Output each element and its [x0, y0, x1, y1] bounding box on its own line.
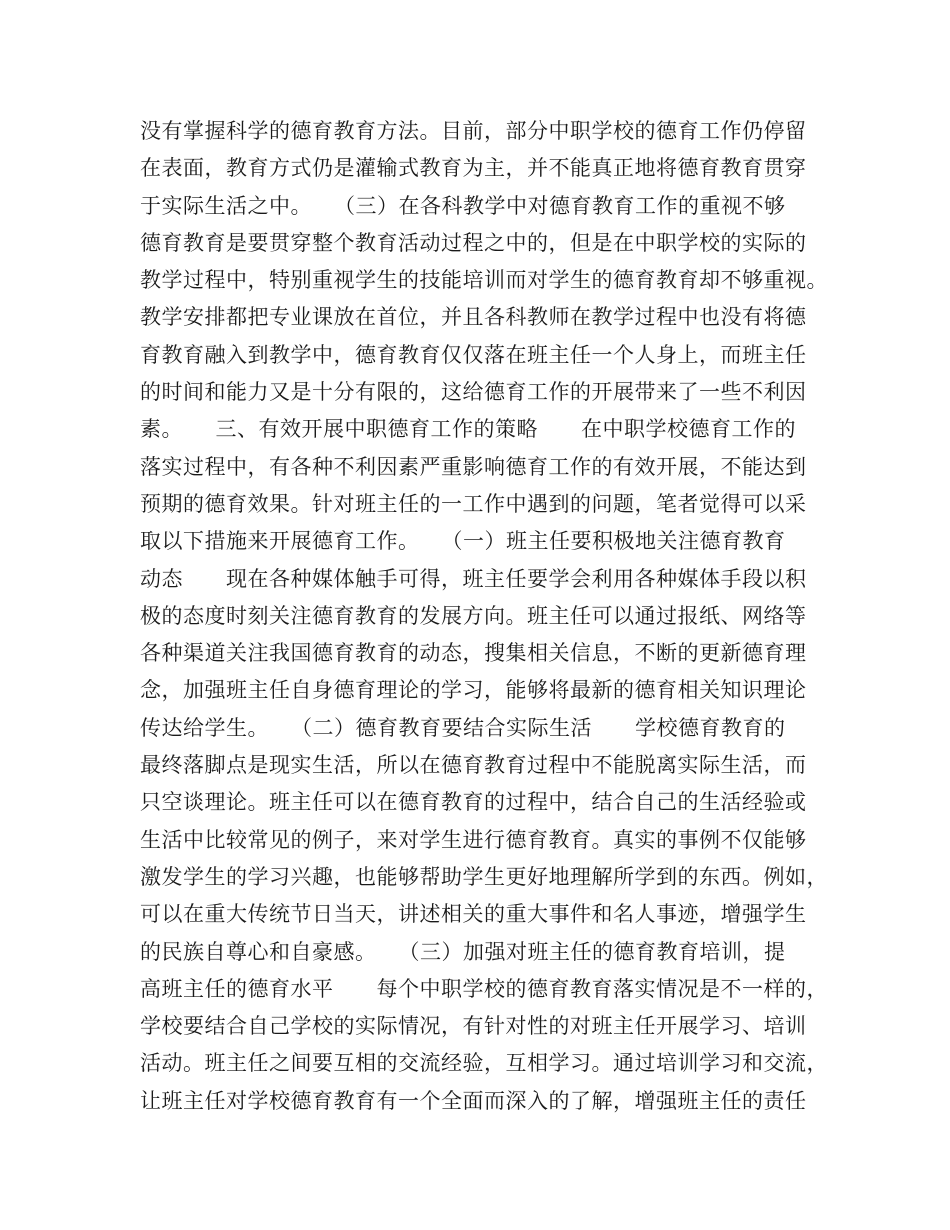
text-line: 的民族自尊心和自豪感。 （三）加强对班主任的德育教育培训，提: [140, 939, 786, 964]
text-line: 学校要结合自己学校的实际情况，有针对性的对班主任开展学习、培训: [140, 1014, 807, 1039]
text-line: 教学过程中，特别重视学生的技能培训而对学生的德育教育却不够重视。: [140, 268, 828, 293]
text-line: 最终落脚点是现实生活，所以在德育教育过程中不能脱离实际生活，而: [140, 753, 807, 778]
text-line: 在表面，教育方式仍是灌输式教育为主，并不能真正地将德育教育贯穿: [140, 156, 807, 181]
text-line: 育教育融入到教学中，德育教育仅仅落在班主任一个人身上，而班主任: [140, 342, 807, 367]
body-text: [140, 113, 828, 1120]
text-line: 生活中比较常见的例子，来对学生进行德育教育。真实的事例不仅能够: [140, 827, 807, 852]
text-line: 让班主任对学校德育教育有一个全面而深入的了解，增强班主任的责任: [140, 1088, 807, 1113]
text-line: 可以在重大传统节日当天，讲述相关的重大事件和名人事迹，增强学生: [140, 902, 807, 927]
text-line: 各种渠道关注我国德育教育的动态，搜集相关信息，不断的更新德育理: [140, 641, 807, 666]
text-line: 于实际生活之中。 （三）在各科教学中对德育教育工作的重视不够: [140, 193, 786, 218]
text-line: 德育教育是要贯穿整个教育活动过程之中的，但是在中职学校的实际的: [140, 230, 807, 255]
text-line: 落实过程中，有各种不利因素严重影响德育工作的有效开展，不能达到: [140, 454, 807, 479]
text-line: 念，加强班主任自身德育理论的学习，能够将最新的德育相关知识理论: [140, 678, 807, 703]
text-line: 动态 现在各种媒体触手可得，班主任要学会利用各种媒体手段以积: [140, 566, 807, 591]
text-line: 活动。班主任之间要互相的交流经验，互相学习。通过培训学习和交流，: [140, 1051, 828, 1076]
text-line: 极的态度时刻关注德育教育的发展方向。班主任可以通过报纸、网络等: [140, 603, 807, 628]
text-line: 高班主任的德育水平 每个中职学校的德育教育落实情况是不一样的，: [140, 976, 828, 1001]
text-line: 素。 三、有效开展中职德育工作的策略 在中职学校德育工作的: [140, 417, 796, 442]
text-line: 取以下措施来开展德育工作。 （一）班主任要积极地关注德育教育: [140, 529, 786, 554]
text-line: 教学安排都把专业课放在首位，并且各科教师在教学过程中也没有将德: [140, 305, 807, 330]
text-line: 传达给学生。 （二）德育教育要结合实际生活 学校德育教育的: [140, 715, 786, 740]
text-line: 的时间和能力又是十分有限的，这给德育工作的开展带来了一些不利因: [140, 380, 807, 405]
text-line: 没有掌握科学的德育教育方法。目前，部分中职学校的德育工作仍停留: [140, 119, 807, 143]
text-line: 只空谈理论。班主任可以在德育教育的过程中，结合自己的生活经验或: [140, 790, 807, 815]
text-line: 预期的德育效果。针对班主任的一工作中遇到的问题，笔者觉得可以采: [140, 491, 807, 516]
text-line: 激发学生的学习兴趣，也能够帮助学生更好地理解所学到的东西。例如，: [140, 864, 828, 889]
